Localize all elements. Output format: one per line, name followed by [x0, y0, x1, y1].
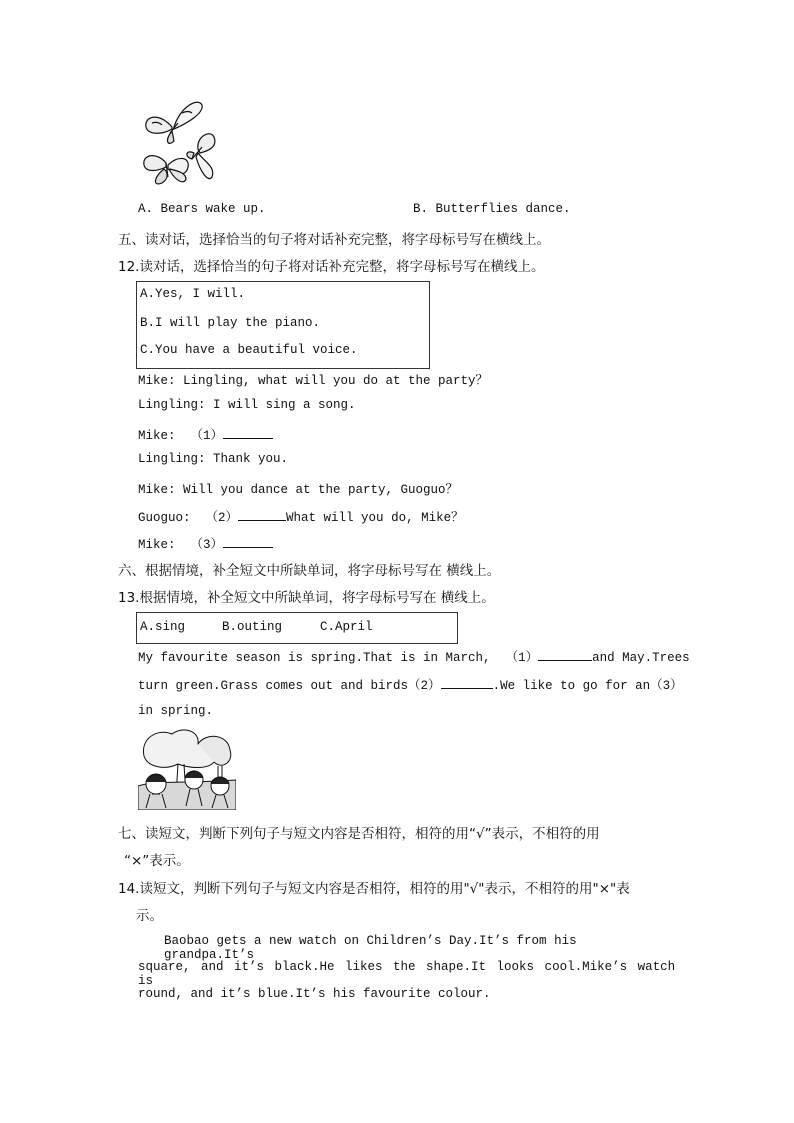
blank-number: （1） — [190, 429, 224, 443]
answer-blank-2[interactable] — [238, 508, 286, 521]
section-6-heading: 六、根据情境，补全短文中所缺单词，将字母标号写在 横线上。 — [118, 563, 501, 579]
passage-text: My favourite season is spring.That is in March, — [138, 651, 491, 665]
q14-instruction-line-2: 示。 — [136, 908, 163, 924]
q13-option-c: C.April — [320, 620, 373, 634]
q13-option-b: B.outing — [222, 620, 283, 634]
q13-passage-line-3: in spring. — [138, 704, 214, 718]
passage-text: and May.Trees — [592, 651, 690, 665]
answer-blank-1[interactable] — [223, 426, 273, 439]
passage-text: turn green.Grass comes out and birds — [138, 679, 409, 693]
butterflies-illustration — [138, 97, 220, 189]
q12-option-a: A.Yes, I will. — [140, 287, 246, 301]
q13-passage-line-1 — [138, 647, 690, 665]
section-7-heading-line-2: “×”表示。 — [124, 853, 190, 869]
q13-passage-line-2 — [138, 675, 683, 693]
q14-passage-line-1: Baobao gets a new watch on Children’s Day.It’s from his grandpa.It’s — [164, 934, 577, 962]
dialogue-line-5: Mike: Will you dance at the party, Guoguo？ — [138, 483, 459, 497]
answer-blank-3[interactable] — [223, 535, 273, 548]
q12-options-box — [136, 281, 430, 369]
section-5-heading: 五、读对话，选择恰当的句子将对话补充完整，将字母标号写在横线上。 — [118, 232, 550, 248]
option-a: A. Bears wake up. — [138, 202, 266, 216]
answer-blank-5[interactable] — [441, 676, 493, 689]
q14-passage-line-2: square, and it’s black.He likes the shape.It looks cool.Mike’s watch is — [138, 960, 676, 988]
speaker-mike: Mike: — [138, 538, 176, 552]
dialogue-line-4: Lingling: Thank you. — [138, 452, 289, 466]
blank-number: （3） — [190, 538, 224, 552]
q14-instruction-line-1: 14.读短文，判断下列句子与短文内容是否相符，相符的用"√"表示，不相符的用"×"表 — [118, 881, 630, 897]
dialogue-line-1: Mike: Lingling, what will you do at the party？ — [138, 374, 489, 388]
dialogue-line-2: Lingling: I will sing a song. — [138, 398, 356, 412]
children-outing-illustration — [138, 726, 236, 810]
option-b: B. Butterflies dance. — [413, 202, 571, 216]
q13-option-a: A.sing — [140, 620, 186, 634]
q12-option-b: B.I will play the piano. — [140, 316, 321, 330]
blank-number: （1） — [505, 651, 539, 665]
blank-number: （2） — [205, 511, 239, 525]
section-7-heading-line-1: 七、读短文，判断下列句子与短文内容是否相符，相符的用“√”表示，不相符的用 — [118, 826, 600, 842]
blank-number: （2） — [408, 679, 441, 693]
speaker-guoguo: Guoguo: — [138, 511, 191, 525]
dialogue-line-6 — [138, 507, 464, 525]
passage-text: .We like to go for an（3） — [492, 679, 683, 693]
q14-passage-line-3: round, and it’s blue.It’s his favourite colour. — [138, 987, 491, 1001]
q12-instruction: 12.读对话，选择恰当的句子将对话补充完整，将字母标号写在横线上。 — [118, 259, 545, 275]
q13-options-box — [136, 612, 458, 644]
dialogue-line-6-rest: What will you do, Mike？ — [286, 511, 464, 525]
dialogue-line-7 — [138, 534, 273, 552]
speaker-mike: Mike: — [138, 429, 176, 443]
dialogue-line-3 — [138, 425, 273, 443]
answer-blank-4[interactable] — [538, 648, 592, 661]
q12-option-c: C.You have a beautiful voice. — [140, 343, 358, 357]
q13-instruction: 13.根据情境，补全短文中所缺单词，将字母标号写在 横线上。 — [118, 590, 495, 606]
